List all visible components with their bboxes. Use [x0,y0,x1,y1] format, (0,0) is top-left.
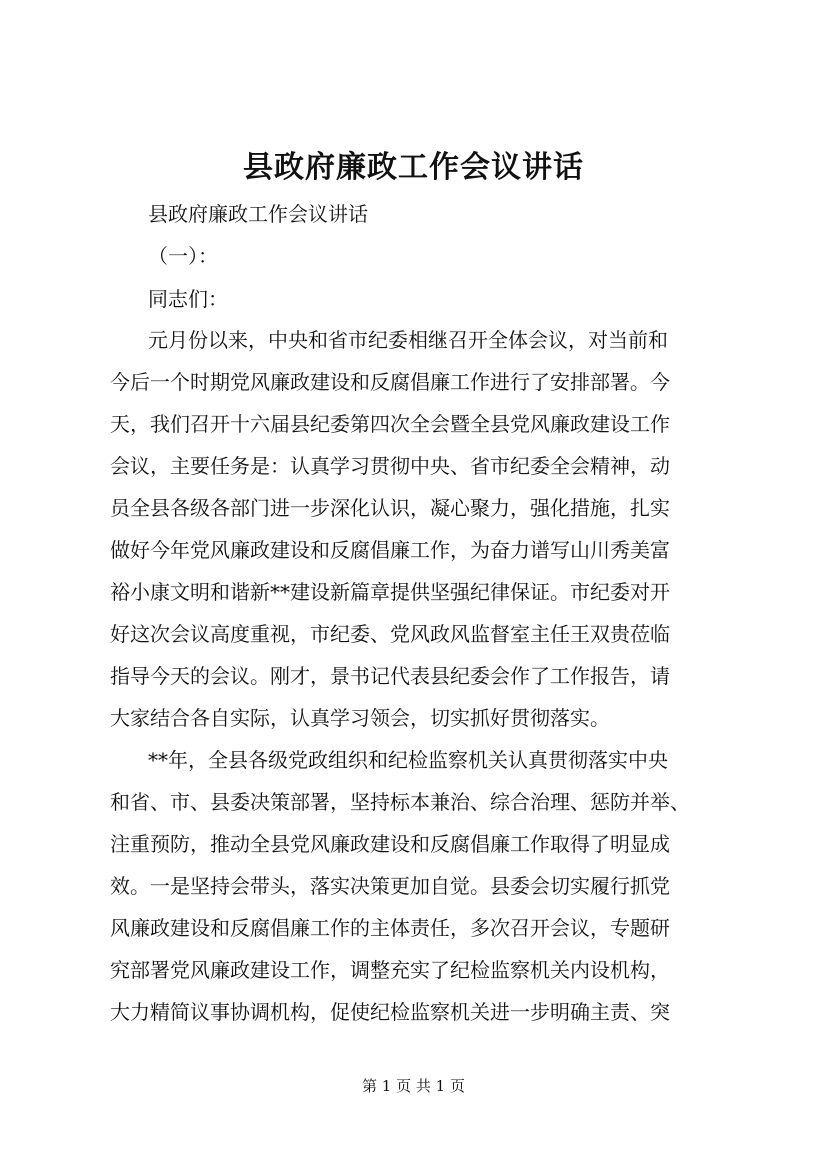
paragraph-line: 大家结合各自实际，认真学习领会，切实抓好贯彻落实。 [110,706,610,730]
paragraph-line: 风廉政建设和反腐倡廉工作的主体责任，多次召开会议，专题研 [110,916,670,940]
page-footer: 第 1 页 共 1 页 [362,1077,465,1095]
paragraph-line: 会议，主要任务是：认真学习贯彻中央、省市纪委全会精神，动 [110,454,670,478]
section-label: （一）： [148,244,218,268]
document-title: 县政府廉政工作会议讲话 [243,150,584,185]
paragraph-line: 做好今年党风廉政建设和反腐倡廉工作，为奋力谱写山川秀美富 [110,538,670,562]
paragraph-line: 好这次会议高度重视，市纪委、党风政风监督室主任王双贵莅临 [110,622,670,646]
paragraph-line: 员全县各级各部门进一步深化认识，凝心聚力，强化措施，扎实 [110,496,670,520]
greeting: 同志们： [148,287,228,311]
paragraph-line: 今后一个时期党风廉政建设和反腐倡廉工作进行了安排部署。今 [110,370,670,394]
paragraph-line: 天，我们召开十六届县纪委第四次全会暨全县党风廉政建设工作 [110,412,670,436]
paragraph-line: 裕小康文明和谐新**建设新篇章提供坚强纪律保证。市纪委对开 [110,580,670,604]
paragraph-line: 究部署党风廉政建设工作，调整充实了纪检监察机关内设机构， [110,958,670,982]
paragraph-line: 效。一是坚持会带头，落实决策更加自觉。县委会切实履行抓党 [110,874,670,898]
paragraph-line: 元月份以来，中央和省市纪委相继召开全体会议，对当前和 [148,328,668,352]
paragraph-line: 指导今天的会议。刚才，景书记代表县纪委会作了工作报告，请 [110,664,670,688]
paragraph-line: 大力精简议事协调机构，促使纪检监察机关进一步明确主责、突 [110,1000,670,1024]
paragraph-line: **年，全县各级党政组织和纪检监察机关认真贯彻落实中央 [148,748,668,772]
paragraph-line: 和省、市、县委决策部署，坚持标本兼治、综合治理、惩防并举、 [110,790,690,814]
paragraph-line: 注重预防，推动全县党风廉政建设和反腐倡廉工作取得了明显成 [110,832,670,856]
subtitle: 县政府廉政工作会议讲话 [148,202,368,226]
